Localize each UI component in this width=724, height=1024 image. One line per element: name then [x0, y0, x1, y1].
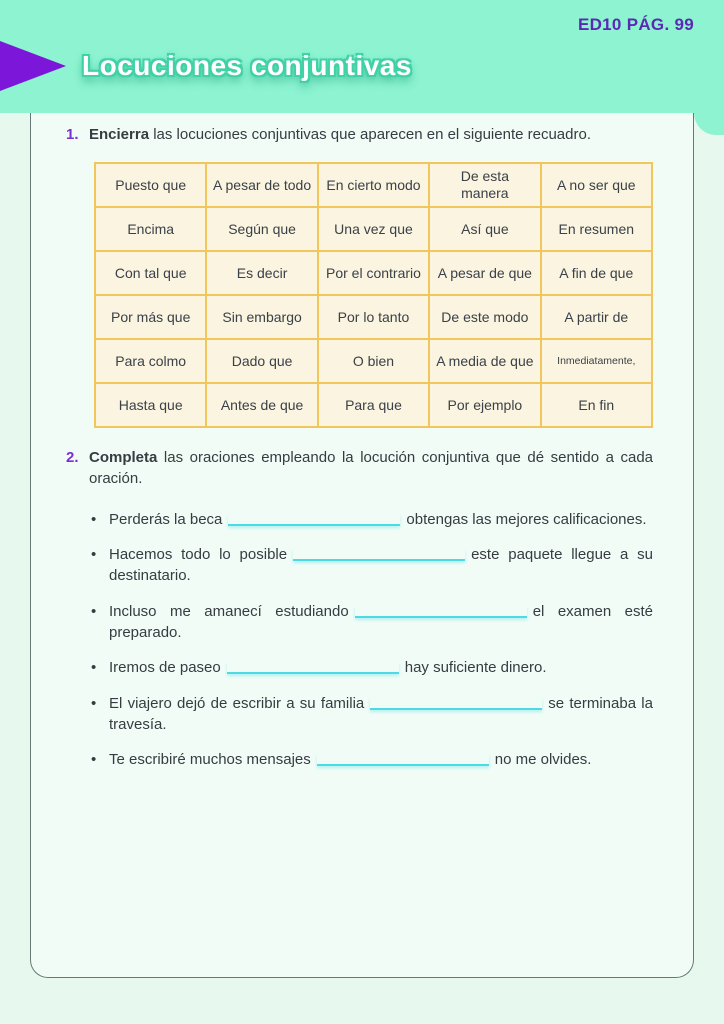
answer-blank[interactable] [355, 606, 527, 618]
page-header [0, 0, 724, 113]
table-cell: Es decir [206, 251, 317, 295]
sentence-text: Te escribiré muchos mensajes no me olvides. [109, 751, 592, 769]
list-item [91, 750, 653, 771]
table-row [95, 339, 652, 383]
table-cell: Hasta que [95, 383, 206, 427]
table-row [95, 383, 652, 427]
exercise-number: 1. [66, 126, 79, 143]
sentence-text: Iremos de paseo hay suficiente dinero. [109, 659, 547, 677]
worksheet-card [30, 113, 694, 978]
bullet-icon: • [91, 546, 97, 564]
table-cell: A pesar de que [429, 251, 540, 295]
exercise-number: 2. [66, 449, 79, 467]
sentence-text: Hacemos todo lo posible este paquete llegue a su destinatario. [109, 546, 653, 585]
table-cell: A media de que [429, 339, 540, 383]
bullet-icon: • [91, 659, 97, 677]
exercise-1 [66, 125, 653, 428]
table-cell: Para colmo [95, 339, 206, 383]
table-cell: A fin de que [541, 251, 652, 295]
bullet-icon: • [91, 510, 97, 528]
exercise-1-instruction [66, 125, 653, 145]
list-item [91, 545, 653, 586]
page-title: Locuciones conjuntivas [82, 50, 412, 81]
table-row [95, 251, 652, 295]
table-cell: A no ser que [541, 163, 652, 207]
table-cell: Encima [95, 207, 206, 251]
table-cell: A pesar de todo [206, 163, 317, 207]
table-cell: Para que [318, 383, 429, 427]
sentence-text: Perderás la beca obtengas las mejores calificaciones. [109, 510, 647, 528]
table-row [95, 295, 652, 339]
page-reference: ED10 PÁG. 99 [577, 15, 694, 34]
table-cell: Dado que [206, 339, 317, 383]
sentence-text: Incluso me amanecí estudiando el examen esté preparado. [109, 602, 654, 641]
table-cell: Puesto que [95, 163, 206, 207]
table-cell: De esta manera [429, 163, 540, 207]
table-cell: En fin [541, 383, 652, 427]
conjunctions-table [94, 162, 653, 428]
list-item [91, 602, 653, 643]
bullet-icon: • [91, 694, 97, 712]
instruction-text: Encierra las locuciones conjuntivas que aparecen en el siguiente recuadro. [89, 126, 591, 143]
table-cell: A partir de [541, 295, 652, 339]
table-cell: De este modo [429, 295, 540, 339]
answer-blank[interactable] [227, 662, 399, 674]
table-row [95, 207, 652, 251]
table-cell: O bien [318, 339, 429, 383]
list-item [91, 658, 653, 679]
table-cell: En resumen [541, 207, 652, 251]
arrow-icon [0, 41, 66, 91]
table-cell: Una vez que [318, 207, 429, 251]
list-item [91, 510, 653, 531]
exercise-2 [66, 448, 653, 771]
table-row [95, 163, 652, 207]
answer-blank[interactable] [317, 754, 489, 766]
sentence-text: El viajero dejó de escribir a su familia se terminaba la travesía. [109, 694, 653, 733]
list-item [91, 694, 653, 735]
exercise-2-instruction [66, 448, 653, 489]
answer-blank[interactable] [228, 514, 400, 526]
table-cell: Por más que [95, 295, 206, 339]
answer-blank[interactable] [293, 549, 465, 561]
table-cell: En cierto modo [318, 163, 429, 207]
table-cell: Sin embargo [206, 295, 317, 339]
bullet-icon: • [91, 602, 97, 620]
header-corner-decoration [694, 113, 724, 135]
answer-blank[interactable] [370, 698, 542, 710]
table-cell: Con tal que [95, 251, 206, 295]
bullet-icon: • [91, 751, 97, 769]
table-cell: Así que [429, 207, 540, 251]
table-cell: Antes de que [206, 383, 317, 427]
table-cell: Por lo tanto [318, 295, 429, 339]
table-cell: Según que [206, 207, 317, 251]
instruction-text: Completa las oraciones empleando la locución conjuntiva que dé sentido a cada oración. [89, 449, 653, 487]
table-cell: Por el contrario [318, 251, 429, 295]
table-cell: Por ejemplo [429, 383, 540, 427]
sentence-list [91, 510, 653, 771]
table-cell: Inmediatamente, [541, 339, 652, 383]
